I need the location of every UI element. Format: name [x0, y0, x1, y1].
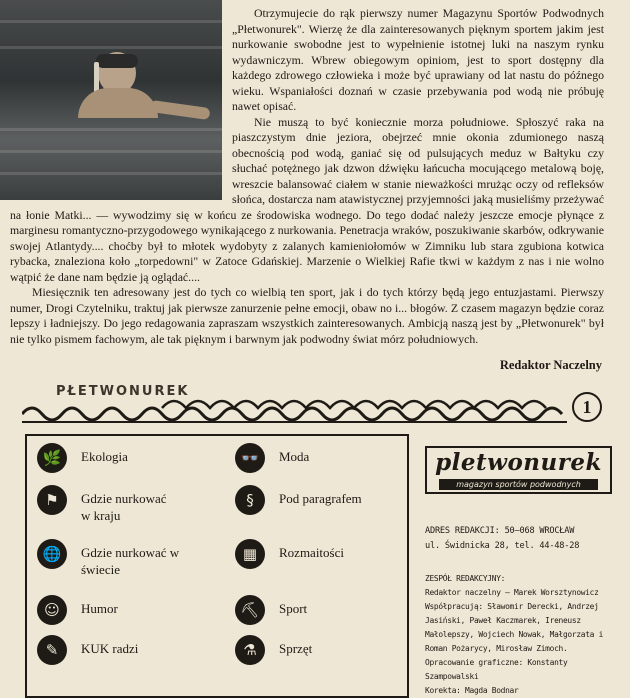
toc-item-moda[interactable]: 👓 Moda: [235, 442, 309, 473]
mask-icon: 👓: [235, 443, 265, 473]
editorial-heading: ZESPÓŁ REDAKCYJNY:: [425, 574, 506, 583]
toc-item-kuk-radzi[interactable]: ✎ KUK radzi: [37, 634, 138, 665]
globe-icon: 🌐: [37, 539, 67, 569]
editorial-line: Opracowanie graficzne: Konstanty Szampowalski: [425, 658, 568, 681]
page-number: 1: [572, 392, 602, 422]
toc-item-gdzie-nurkowac-swiat[interactable]: 🌐 Gdzie nurkować w świecie: [37, 538, 181, 578]
intro-paragraph-1: Otrzymujecie do rąk pierwszy numer Magazynu Sportów Podwodnych „Płetwonurek". Wierzę że dla zainteresowanych pięknym sportem jakim jest nurkowanie swobodne jest to wypełnienie istotnej luki na naszym rynku wydawniczym. Wbrew obiegowym opiniom, jest to sport dostępny dla każdego zdrowego człowieka i może być uprawiany od lat nastu do późnego wieku. Wspaniałości doznań w czasie przebywania pod wodą nie próbuję nawet opisać.: [232, 6, 604, 113]
masthead-logo-box: [425, 446, 612, 494]
address-line-2: ul. Świdnicka 28, tel. 44-48-28: [425, 541, 580, 551]
address-line-1: ADRES REDAKCJI: 50—068 WROCŁAW: [425, 526, 575, 536]
editorial-line: Współpracują: Sławomir Derecki, Andrzej Jasiński, Paweł Kaczmarek, Ireneusz Małolepszy, Wojciech Nowak, Małgorzata i Roman Pożarycy, Mirosław Zimoch.: [425, 602, 604, 653]
masthead-logo: pletwonurek: [435, 449, 602, 476]
smiley-icon: ☺: [37, 595, 67, 625]
toc-item-sprzet[interactable]: ⚗ Sprzęt: [235, 634, 312, 665]
intro-paragraph-3: Miesięcznik ten adresowany jest do tych co wielbią ten sport, jak i do tych którzy będą jego entuzjastami. Pierwszy numer, Drogi Czytelniku, traktuj jak pierwsze zanurzenie pełne emocji, obaw no i... błogów. Z czasem magazyn będzie coraz lepszy i ładniejszy. Do jego redagowania zapraszam wszystkich zainteresowanych. Ambicją naszą jest by „Płetwonurek" był nie tylko pismem fachowym, ale tak pięknym i barwnym jak podwodny świat mórz południowych.: [10, 285, 604, 346]
signature: Redaktor Naczelny: [499, 358, 602, 372]
pen-icon: ✎: [37, 635, 67, 665]
editorial-intro: [10, 6, 604, 347]
toc-item-gdzie-nurkowac-kraj[interactable]: ⚑ Gdzie nurkować w kraju: [37, 484, 173, 524]
toc-item-pod-paragrafem[interactable]: § Pod paragrafem: [235, 484, 362, 515]
editorial-line: Korekta: Magda Bodnar: [425, 686, 519, 695]
toc-item-sport[interactable]: ⛏ Sport: [235, 594, 307, 625]
paragraph-icon: §: [235, 485, 265, 515]
toc-item-rozmaitosci[interactable]: ▦ Rozmaitości: [235, 538, 344, 569]
sections-index: [25, 434, 409, 698]
toc-item-ekologia[interactable]: 🌿 Ekologia: [37, 442, 181, 473]
intro-paragraph-2: Nie muszą to być koniecznie morza południowe. Spłoszyć raka na piaszczystym dnie jeziora, obejrzeć mnie okonia zdumionego naszą obecnością pod wodą, ganiać się od pulsujących meduz w Bałtyku czy słuchać potężnego jak dzwon dźwięku łańcucha mocującego metalową boję, wreszcie balansować ciałem w stanie nieważkości mrużąc oczy od refleksów słońca, dostarcza nam atawistycznej przyjemności jaką musieliśmy przeżywać na łonie Matki... — wywodzimy się w końcu ze środowiska wodnego. Do tego dodać należy jeszcze emocje płynące z marginesu romantyczno-przygodowego wynikającego z nurkowania. Penetracja wraków, poszukiwanie skarbów, odkrywanie swojej Atlantydy.... choćby był to młotek wydobyty z zalanych kamieniołomów w Zimniku lub stara zgubiona kotwica rybacka, znaleziona koło „torpedowni" w Zatoce Gdańskiej. Marzenie o Wielkiej Rafie tkwi w każdym z nas i nie wolno wątpić że dane nam będzie ją oglądać....: [10, 114, 604, 284]
speargun-icon: ⛏: [235, 595, 265, 625]
editorial-line: Redaktor naczelny — Marek Worsztynowicz: [425, 588, 599, 597]
banner-title: PŁETWONUREK: [56, 384, 190, 399]
grid-icon: ▦: [235, 539, 265, 569]
leaf-icon: 🌿: [37, 443, 67, 473]
editorial-address: [425, 524, 615, 554]
masthead-subtitle: magazyn sportów podwodnych: [439, 479, 598, 490]
editorial-team: [425, 572, 615, 698]
tank-icon: ⚗: [235, 635, 265, 665]
map-poland-icon: ⚑: [37, 485, 67, 515]
toc-item-humor[interactable]: ☺ Humor: [37, 594, 118, 625]
